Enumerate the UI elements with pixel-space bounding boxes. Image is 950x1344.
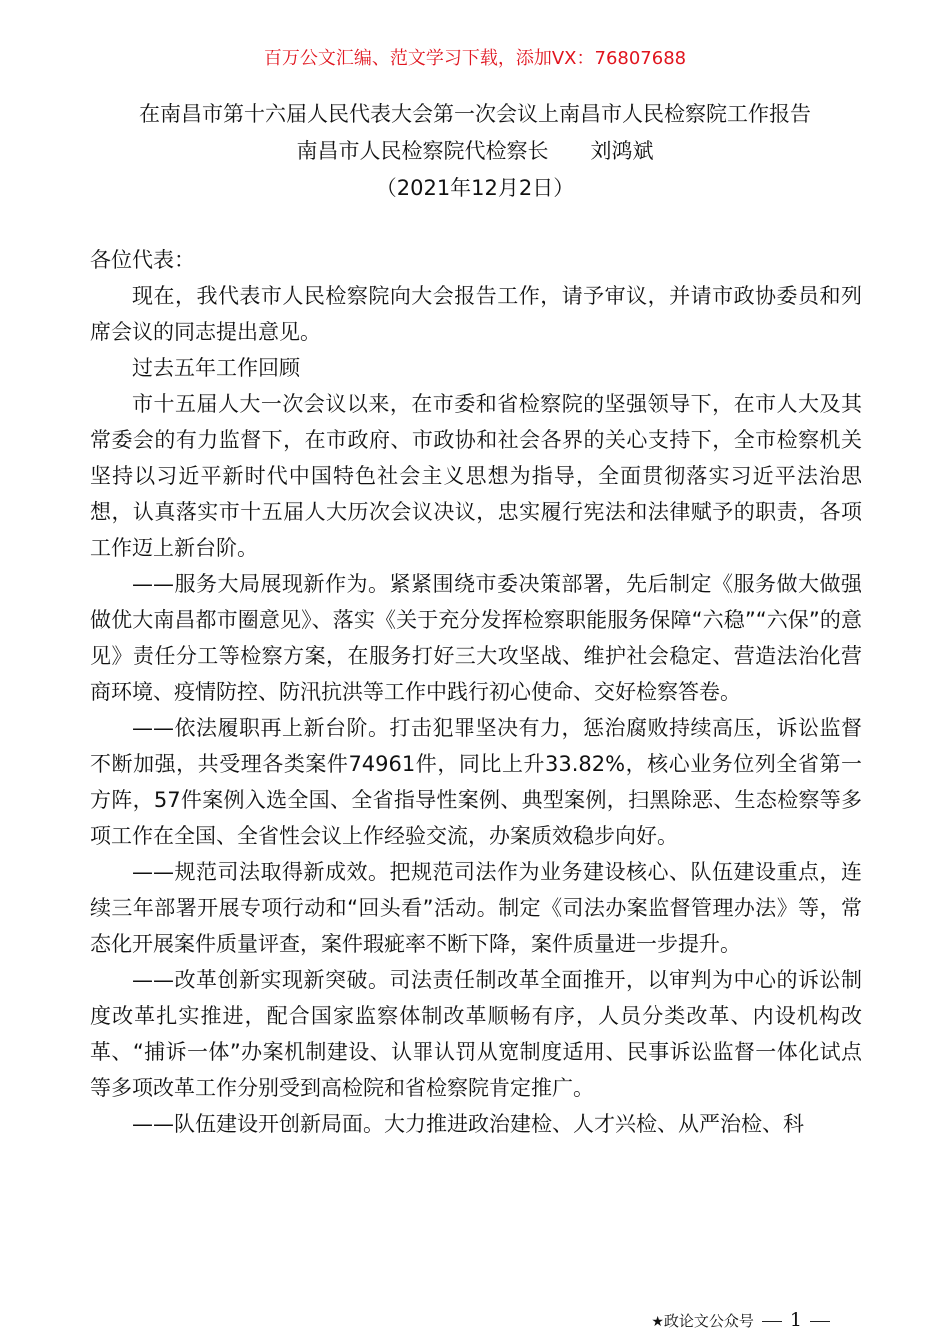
section-heading: 过去五年工作回顾	[132, 356, 300, 380]
paragraph-team: ——队伍建设开创新局面。大力推进政治建检、人才兴检、从严治检、科	[132, 1112, 804, 1136]
page-footer	[0, 1308, 838, 1334]
paragraph-intro: 现在，我代表市人民检察院向大会报告工作，请予审议，并请市政协委员和列席会议的同志提出意见。	[90, 284, 862, 344]
star-icon: ★	[651, 1314, 664, 1330]
paragraph-judicial: ——规范司法取得新成效。把规范司法作为业务建设核心、队伍建设重点，连续三年部署开展专项行动和“回头看”活动。制定《司法办案监督管理办法》等，常态化开展案件质量评查，案件瑕疵率不断下降，案件质量进一步提升。	[90, 860, 862, 956]
paragraph-service: ——服务大局展现新作为。紧紧围绕市委决策部署，先后制定《服务做大做强做优大南昌都市圈意见》、落实《关于充分发挥检察职能服务保障“六稳”“六保”的意见》责任分工等检察方案，在服务打好三大攻坚战、维护社会稳定、营造法治化营商环境、疫情防控、防汛抗洪等工作中践行初心使命、交好检察答卷。	[90, 572, 862, 704]
document-body	[90, 242, 862, 1142]
report-title: 在南昌市第十六届人民代表大会第一次会议上南昌市人民检察院工作报告	[139, 102, 811, 126]
footer-dash-left	[762, 1321, 782, 1322]
report-author: 南昌市人民检察院代检察长 刘鸿斌	[296, 139, 654, 163]
footer-label: 政论文公众号	[663, 1312, 754, 1330]
paragraph-reform: ——改革创新实现新突破。司法责任制改革全面推开，以审判为中心的诉讼制度改革扎实推进，配合国家监察体制改革顺畅有序，人员分类改革、内设机构改革、“捕诉一体”办案机制建设、认罪认罚从宽制度适用、民事诉讼监督一体化试点等多项改革工作分别受到高检院和省检察院肯定推广。	[90, 968, 862, 1100]
report-title-block	[0, 96, 950, 207]
header-banner: 百万公文汇编、范文学习下载，添加VX：76807688	[263, 48, 687, 69]
salutation: 各位代表：	[90, 248, 195, 272]
page-number: 1	[789, 1309, 802, 1331]
footer-dash-right	[810, 1321, 830, 1322]
report-date: （2021年12月2日）	[375, 176, 575, 200]
paragraph-overview: 市十五届人大一次会议以来，在市委和省检察院的坚强领导下，在市人大及其常委会的有力监督下，在市政府、市政协和社会各界的关心支持下，全市检察机关坚持以习近平新时代中国特色社会主义思想为指导，全面贯彻落实习近平法治思想，认真落实市十五届人大历次会议决议，忠实履行宪法和法律赋予的职责，各项工作迈上新台阶。	[90, 392, 862, 560]
paragraph-duty: ——依法履职再上新台阶。打击犯罪坚决有力，惩治腐败持续高压，诉讼监督不断加强，共受理各类案件74961件，同比上升33.82%，核心业务位列全省第一方阵，57件案例入选全国、全省指导性案例、典型案例，扫黑除恶、生态检察等多项工作在全国、全省性会议上作经验交流，办案质效稳步向好。	[90, 716, 862, 848]
